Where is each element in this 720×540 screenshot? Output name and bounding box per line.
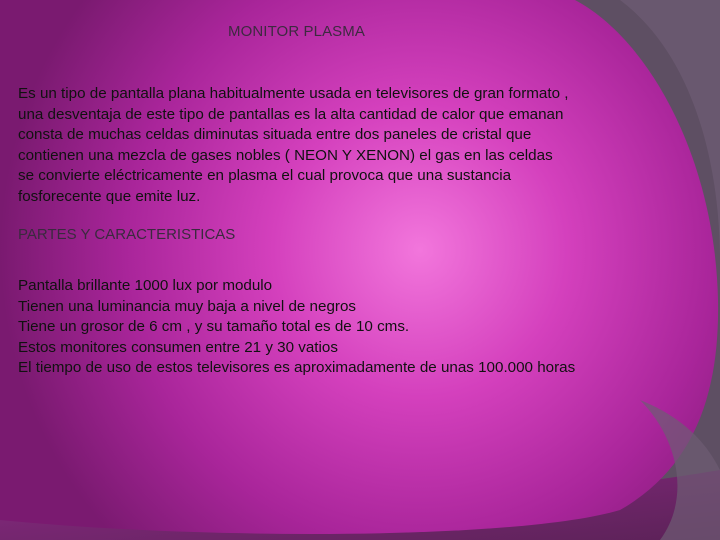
section-subtitle: PARTES Y CARACTERISTICAS xyxy=(18,226,236,243)
list-item: Tiene un grosor de 6 cm , y su tamaño total es de 10 cms. xyxy=(18,318,410,336)
paragraph-line: fosforecente que emite luz. xyxy=(18,187,201,205)
slide-title: MONITOR PLASMA xyxy=(228,23,365,40)
list-item: El tiempo de uso de estos televisores es aproximadamente de unas 100.000 horas xyxy=(18,359,576,377)
list-item: Tienen una luminancia muy baja a nivel de negros xyxy=(18,297,356,315)
paragraph-line: contienen una mezcla de gases nobles ( NEON Y XENON) el gas en las celdas xyxy=(18,146,553,164)
list-item: Estos monitores consumen entre 21 y 30 vatios xyxy=(18,338,338,356)
paragraph-line: consta de muchas celdas diminutas situada entre dos paneles de cristal que xyxy=(18,126,532,144)
list-item: Pantalla brillante 1000 lux por modulo xyxy=(18,277,273,294)
paragraph-line: una desventaja de este tipo de pantallas es la alta cantidad de calor que emanan xyxy=(18,105,564,123)
paragraph-line: Es un tipo de pantalla plana habitualmente usada en televisores de gran formato , xyxy=(18,85,569,102)
features-list xyxy=(18,276,708,379)
description-paragraph xyxy=(18,84,698,208)
paragraph-line: se convierte eléctricamente en plasma el cual provoca que una sustancia xyxy=(18,167,512,185)
